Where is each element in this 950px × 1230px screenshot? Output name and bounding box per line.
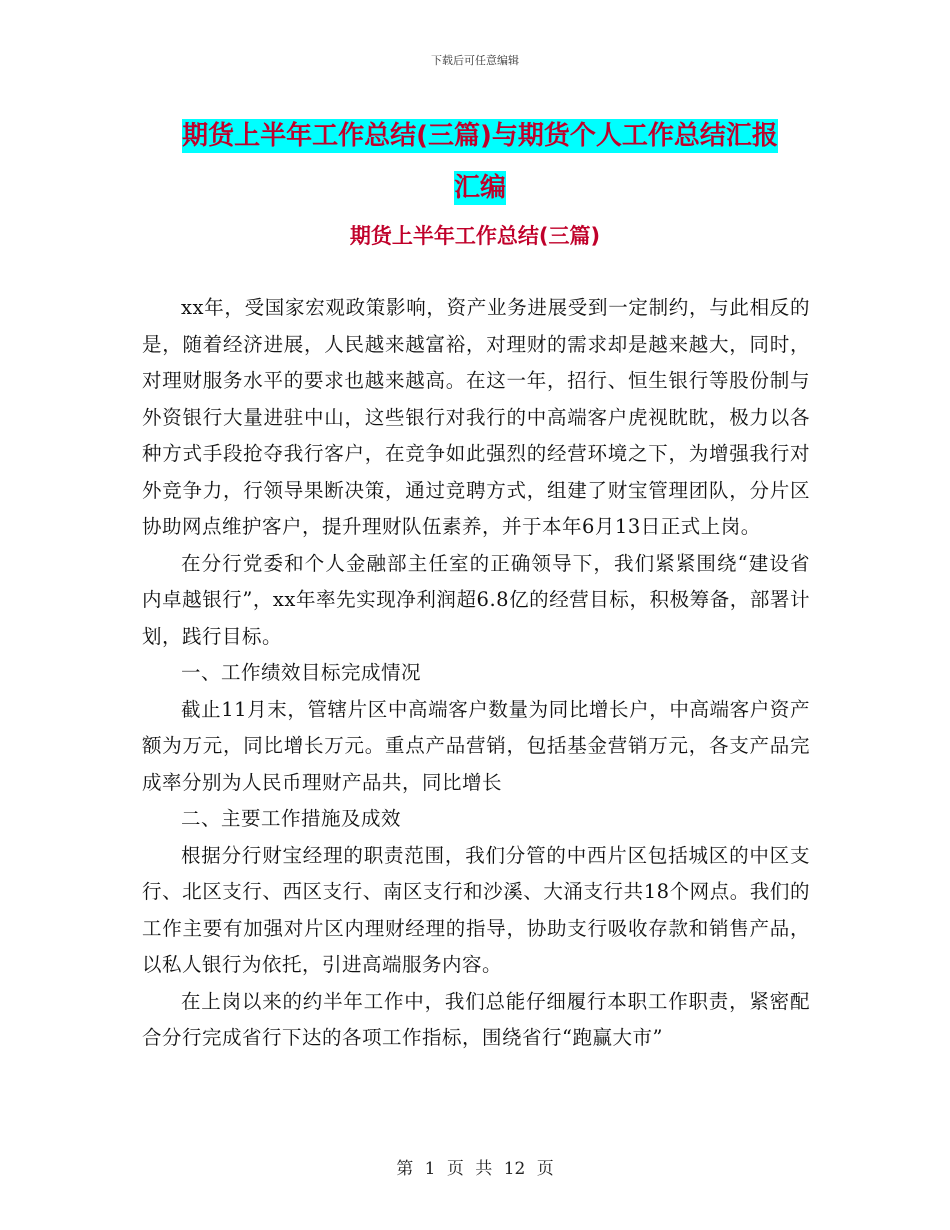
paragraph: 在分行党委和个人金融部主任室的正确领导下，我们紧紧围绕“建设省内卓越银行”，xx年率先实现净利润超6.8亿的经营目标，积极筹备，部署计划，践行目标。 xyxy=(142,551,810,648)
paragraph: 在上岗以来的约半年工作中，我们总能仔细履行本职工作职责，紧密配合分行完成省行下达的各项工作指标，围绕省行“跑赢大市” xyxy=(142,989,810,1049)
page-number: 第 1 页 共 12 页 xyxy=(396,1159,554,1179)
paragraph: 根据分行财宝经理的职责范围，我们分管的中西片区包括城区的中区支行、北区支行、西区支行、南区支行和沙溪、大涌支行共18个网点。我们的工作主要有加强对片区内理财经理的指导，协助支行吸收存款和销售产品，以私人银行为依托，引进高端服务内容。 xyxy=(142,843,810,976)
main-title xyxy=(140,110,820,214)
main-title-line2: 汇编 xyxy=(453,173,506,203)
paragraph: xx年，受国家宏观政策影响，资产业务进展受到一定制约，与此相反的是，随着经济进展，人民越来越富裕，对理财的需求却是越来越大，同时，对理财服务水平的要求也越来越高。在这一年，招行、恒生银行等股份制与外资银行大量进驻中山，这些银行对我行的中高端客户虎视眈眈，极力以各种方式手段抢夺我行客户，在竞争如此强烈的经营环境之下，为增强我行对外竞争力，行领导果断决策，通过竞聘方式，组建了财宝管理团队，分片区协助网点维护客户，提升理财队伍素养，并于本年6月13日正式上岗。 xyxy=(142,296,810,538)
header-note: 下载后可任意编辑 xyxy=(431,54,519,67)
paragraph: 截止11月末，管辖片区中高端客户数量为同比增长户，中高端客户资产额为万元，同比增长万元。重点产品营销，包括基金营销万元，各支产品完成率分别为人民币理财产品共，同比增长 xyxy=(142,697,810,794)
paragraph-heading: 一、工作绩效目标完成情况 xyxy=(181,661,422,684)
document-body xyxy=(142,290,810,1057)
section-title: 期货上半年工作总结(三篇) xyxy=(349,224,601,248)
paragraph-heading: 二、主要工作措施及成效 xyxy=(181,807,402,830)
main-title-line1: 期货上半年工作总结(三篇)与期货个人工作总结汇报 xyxy=(182,121,778,151)
